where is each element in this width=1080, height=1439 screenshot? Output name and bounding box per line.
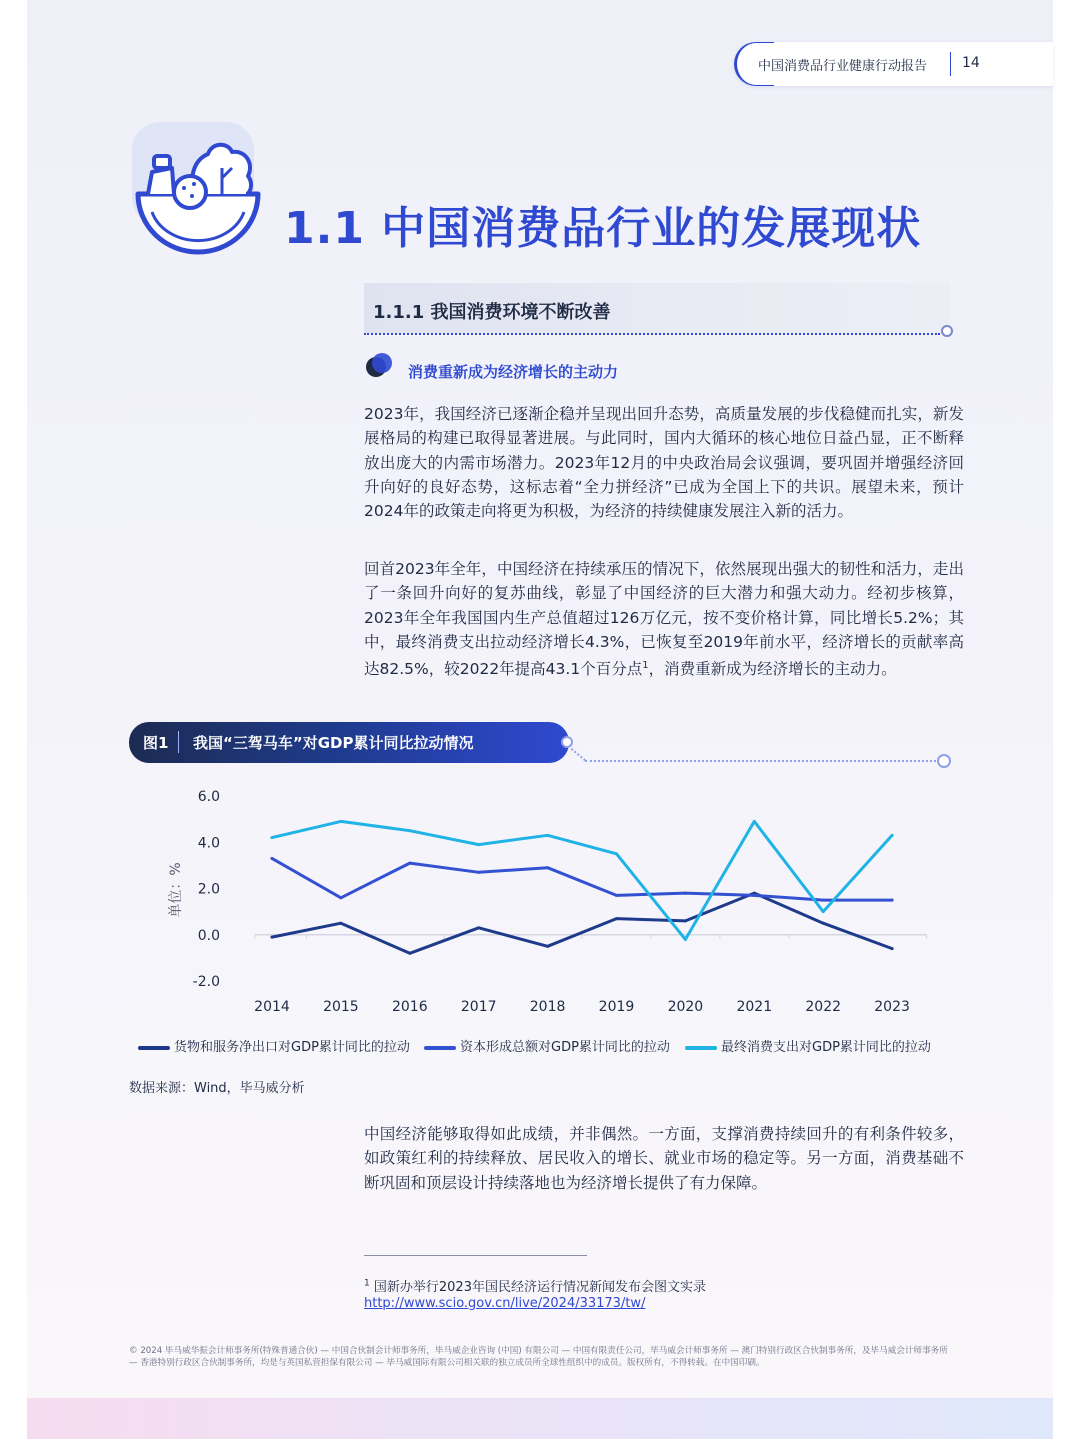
y-axis-label: 单位：% [168,862,184,918]
page-number: 14 [962,55,980,71]
series-2-point [477,871,480,874]
series-2-point [822,899,825,902]
series-3-point [822,910,825,913]
legend-swatch [685,1046,717,1050]
series-3-point [408,829,411,832]
legend-label: 资本形成总额对GDP累计同比的拉动 [460,1040,670,1055]
x-tick-label: 2021 [736,999,773,1015]
footnote-reference: 1 [642,660,649,672]
legend-label: 最终消费支出对GDP累计同比的拉动 [721,1040,931,1055]
series-1-point [339,922,342,925]
x-tick-label: 2014 [254,999,290,1015]
series-3-point [753,820,756,823]
x-tick-label: 2015 [323,999,359,1015]
y-tick-label: 2.0 [197,881,220,898]
footnote-text [364,1276,706,1295]
series-3-point [339,820,342,823]
series-2-point [339,896,342,899]
paragraph-heading: 消费重新成为经济增长的主动力 [408,363,619,381]
footnote-rule [364,1255,587,1256]
figure-title: 我国“三驾马车”对GDP累计同比拉动情况 [193,734,474,752]
paragraph-2-tail: ，消费重新成为经济增长的主动力。 [648,660,897,679]
series-1-point [615,917,618,920]
paragraph-2-text: 回首2023年全年，中国经济在持续承压的情况下，依然展现出强大的韧性和活力，走出了一条回升向好的复苏曲线，彰显了中国经济的巨大潜力和强大动力。经初步核算，2023年全年我国国内生产总值超过126万亿元，按不变价格计算，同比增长5.2%；其中，最终消费支出拉动经济增长4.3%，已恢复至2019年前水平，经济增长的贡献率高达82.5%，较2022年提高43.1个百分点 [364,560,964,679]
series-1-point [891,947,894,950]
series-2-point [546,866,549,869]
legend-label: 货物和服务净出口对GDP累计同比的拉动 [174,1040,410,1055]
series-1-point [408,952,411,955]
x-tick-label: 2022 [805,999,842,1015]
y-tick-label: 4.0 [197,835,220,852]
data-source: 数据来源：Wind，毕马威分析 [129,1081,305,1096]
x-tick-label: 2016 [391,999,428,1015]
series-2-point [408,862,411,865]
y-tick-label: 0.0 [197,927,220,944]
copyright-notice: © 2024 毕马威华振会计师事务所(特殊普通合伙) — 中国合伙制会计师事务所，毕马威企业咨询 (中国) 有限公司 — 中国有限责任公司，毕马威会计师事务所 — 澳门特别行政区合伙制事务所，及毕马威会计师事务所 — 香港特别行政区合伙制事务所，均是与英国私营担保有限公司 — 毕马威国际有限公司相关联的独立成员所全球性组织中的成员。版权所有，不得转载。在中国印刷。 [129,1346,948,1368]
series-3-point [891,834,894,837]
section-title: 1.1 中国消费品行业的发展现状 [284,203,922,254]
footnote-marker: 1 [364,1278,370,1289]
figure-label: 图1 [143,734,169,752]
series-2-point [271,857,274,860]
series-2-point [753,894,756,897]
series-3-point [615,852,618,855]
series-1-point [822,922,825,925]
series-1-point [271,936,274,939]
x-tick-label: 2018 [529,999,566,1015]
series-1-point [477,926,480,929]
body-paragraph-1: 2023年，我国经济已逐渐企稳并呈现出回升态势，高质量发展的步伐稳健而扎实，新发展格局的构建已取得显著进展。与此同时，国内大循环的核心地位日益凸显，正不断释放出庞大的内需市场潜力。2023年12月的中央政治局会议强调，要巩固并增强经济回升向好的良好态势，这标志着“全力拼经济”已成为全国上下的共识。展望未来，预计2024年的政策走向将更为积极，为经济的持续健康发展注入新的活力。 [364,405,964,521]
legend-item-net-exports [138,1036,410,1054]
x-tick-label: 2019 [598,999,635,1015]
x-tick-label: 2020 [667,999,704,1015]
series-1-point [684,919,687,922]
report-title: 中国消费品行业健康行动报告 [758,59,928,74]
series-2-point [684,892,687,895]
series-3-point [684,938,687,941]
footnote-link[interactable]: http://www.scio.gov.cn/live/2024/33173/tw/ [364,1296,646,1311]
x-tick-label: 2023 [874,999,910,1015]
legend-swatch [424,1046,456,1050]
series-line-1 [272,893,892,953]
series-3-point [271,836,274,839]
series-2-point [891,899,894,902]
y-tick-label: 6.0 [197,789,220,805]
legend-item-final-consumption [685,1036,931,1054]
series-2-point [615,894,618,897]
legend-item-capital-formation [424,1036,670,1054]
footnote-title: 国新办举行2023年国民经济运行情况新闻发布会图文实录 [373,1280,706,1295]
series-3-point [546,834,549,837]
series-3-point [477,843,480,846]
series-1-point [546,945,549,948]
subsection-title: 1.1.1 我国消费环境不断改善 [373,302,611,323]
x-tick-label: 2017 [460,999,497,1015]
legend-swatch [138,1046,170,1050]
body-paragraph-3: 中国经济能够取得如此成绩，并非偶然。一方面，支撑消费持续回升的有利条件较多，如政策红利的持续释放、居民收入的增长、就业市场的稳定等。另一方面，消费基础不断巩固和顶层设计持续落地也为经济增长提供了有力保障。 [364,1125,964,1192]
y-tick-label: -2.0 [192,974,220,990]
